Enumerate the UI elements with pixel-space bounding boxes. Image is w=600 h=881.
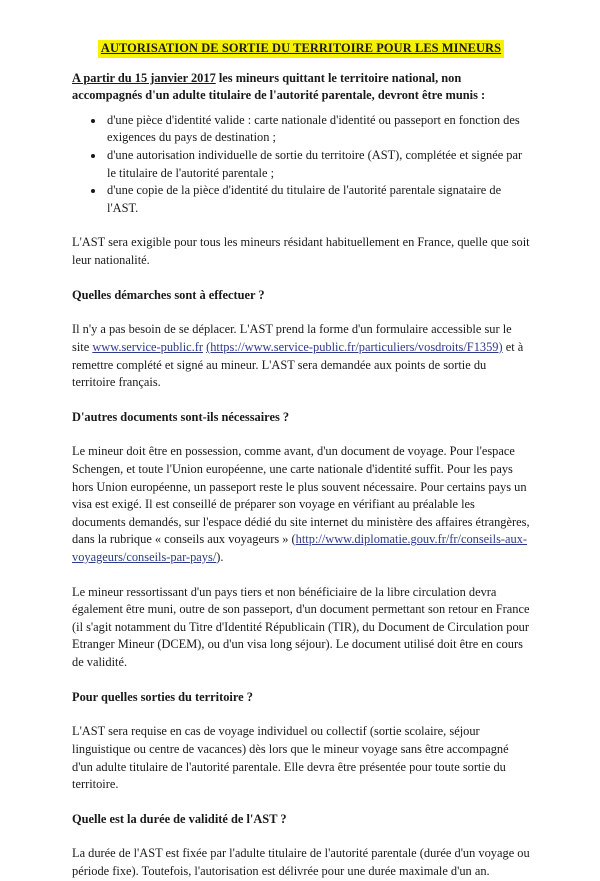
document-title: AUTORISATION DE SORTIE DU TERRITOIRE POUR LES MINEURS [98,40,504,58]
documents-text-end: ). [216,550,224,565]
diplomatie-link[interactable]: http://www.diplomatie.gouv.fr/fr/conseils-aux-voyageurs/conseils-par-pays/ [72,532,528,565]
intro-text: les mineurs quittant le territoire national, non accompagnés d'un adulte titulaire de l'autorité parentale, devront être munis : [72,70,486,103]
service-public-link[interactable]: www.service-public.fr [92,339,203,354]
validite-paragraph: La durée de l'AST est fixée par l'adulte titulaire de l'autorité parentale (durée d'un voyage ou période fixe). Toutefois, l'autorisation est délivrée pour une durée maximale d'un an. [72,846,530,878]
section-heading-validite: Quelle est la durée de validité de l'AST ? [72,811,287,826]
list-item: • d'une pièce d'identité valide : carte nationale d'identité ou passeport en fonction des exigences du pays de destination ; [105,112,530,147]
sorties-paragraph: L'AST sera requise en cas de voyage individuel ou collectif (sortie scolaire, séjour linguistique ou centre de vacances) dès lors que le mineur voyage sans être accompagné d'un adulte titulaire de l'autorité parentale. Elle devra être présentée pour toute sortie du territoire. [72,724,509,792]
service-public-url-link[interactable]: (https://www.service-public.fr/particuliers/vosdroits/F1359) [206,339,503,354]
intro-date: A partir du 15 janvier 2017 [72,70,216,85]
demarches-text-b: et à remettre complété et signé au mineur. L'AST sera demandée aux points de sortie du territoire français. [72,339,524,390]
intro-paragraph [72,70,530,105]
requirements-list [72,112,530,218]
demarches-text-a: Il n'y a pas besoin de se déplacer. L'AST prend la forme d'un formulaire accessible sur le site [72,322,512,354]
list-item: • d'une autorisation individuelle de sortie du territoire (AST), complétée et signée par le titulaire de l'autorité parentale ; [105,147,530,182]
ast-paragraph: L'AST sera exigible pour tous les mineurs résidant habituellement en France, quelle que soit leur nationalité. [72,235,530,268]
section-heading-sorties: Pour quelles sorties du territoire ? [72,689,253,704]
title-block [72,40,530,58]
list-item: • d'une copie de la pièce d'identité du titulaire de l'autorité parentale signataire de l'AST. [105,182,530,217]
documents-paragraph-1 [72,443,530,566]
section-heading-documents: D'autres documents sont-ils nécessaires ? [72,409,290,424]
demarches-paragraph [72,321,530,391]
documents-text: Le mineur doit être en possession, comme avant, d'un document de voyage. Pour l'espace Schengen, et toute l'Union européenne, une carte nationale d'identité suffit. Pour les pays hors Union européenne, un passeport reste le plus souvent nécessaire. Pour certains pays un visa est exigé. Il est conseillé de préparer son voyage en vérifiant au préalable les documents demandés, sur l'espace dédié du site internet du ministère des affaires étrangères, dans la rubrique « conseils aux voyageurs » ( [72,444,530,547]
section-heading-demarches: Quelles démarches sont à effectuer ? [72,287,265,302]
documents-paragraph-2: Le mineur ressortissant d'un pays tiers et non bénéficiaire de la libre circulation devra également être muni, outre de son passeport, d'un document permettant son retour en France (il s'agit notamment du Titre d'Identité Républicain (TIR), du Document de Circulation pour Etranger Mineur (DCEM), ou d'un visa long séjour). Le document utilisé doit être en cours de validité. [72,584,530,670]
